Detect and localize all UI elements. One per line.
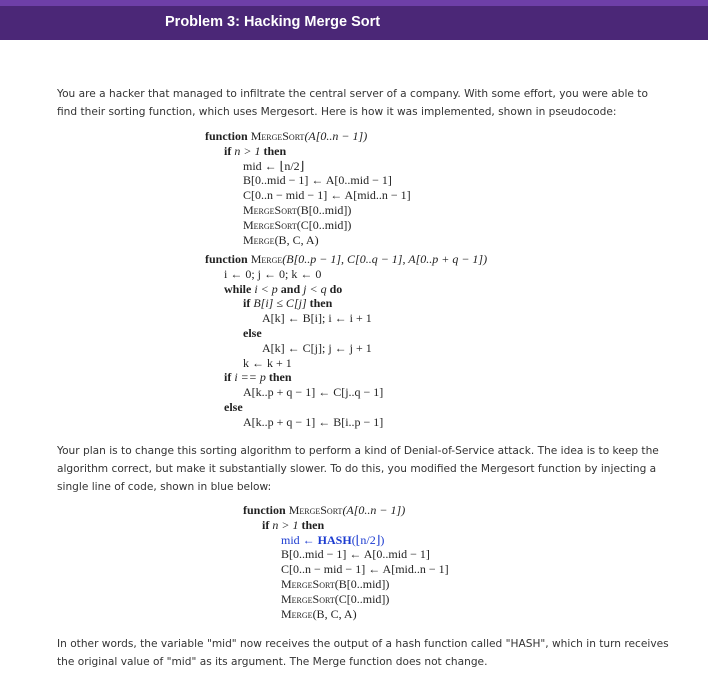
call-name: MergeSort [243,217,297,232]
modified-mergesort-pseudocode [243,503,449,621]
if-line [205,296,487,311]
plan-line: single line of code, shown in blue below: [57,481,272,493]
function-name: MergeSort [288,503,343,517]
call-args: (C[0..mid]) [296,217,352,232]
do-keyword: do [329,281,343,296]
function-args: (A[0..n − 1]) [342,503,406,517]
else-keyword: else [243,325,262,340]
code-line: i ← 0; j ← 0; k ← 0 [224,266,322,281]
code-line: mid ← ⌊n/2⌋ [243,158,305,173]
while-keyword: while [224,281,252,296]
code-line: A[k..p + q − 1] ← B[i..p − 1] [243,414,384,429]
code-line: A[k] ← C[j]; j ← j + 1 [262,340,372,355]
plan-line: Your plan is to change this sorting algorithm to perform a kind of Denial-of-Service attack. The idea is to keep the [57,445,659,457]
plan-line: algorithm correct, but make it substantially slower. To do this, you modified the Mergesort function by injecting a [57,463,657,475]
else-line [205,400,487,415]
function-args: (B[0..p − 1], C[0..q − 1], A[0..p + q − 1]) [282,252,488,266]
function-keyword: function [205,252,248,266]
intro-line: You are a hacker that managed to infiltrate the central server of a company. With some effort, you were able to [57,88,648,100]
call-args: (B, C, A) [312,606,357,621]
if-keyword: if [262,517,270,532]
while-line [205,282,487,297]
function-keyword: function [243,503,286,517]
intro-line: find their sorting function, which uses Mergesort. Here is how it was implemented, shown in pseudocode: [57,106,617,118]
call-line [243,577,449,592]
if-keyword: if [224,143,232,158]
function-keyword: function [205,129,248,143]
if-condition: B[i] ≤ C[j] [253,296,307,311]
if-line [243,518,449,533]
if-condition: n > 1 [272,517,299,532]
injected-hash-line [243,533,449,548]
then-keyword: then [268,370,292,385]
hash-function-name: HASH [317,532,352,547]
mergesort-pseudocode [205,129,411,247]
if-line [205,144,411,159]
else-keyword: else [224,399,243,414]
plan-paragraph [57,442,657,496]
if-line [205,370,487,385]
call-name: Merge [281,606,313,621]
if-keyword: if [243,296,251,311]
call-args: (B, C, A) [274,232,319,247]
call-args: (C[0..mid]) [334,591,390,606]
page-header [0,6,708,40]
code-line: C[0..n − mid − 1] ← A[mid..n − 1] [281,562,449,577]
mergesort-signature [243,503,449,518]
call-name: MergeSort [281,576,335,591]
code-line: k ← k + 1 [243,355,292,370]
call-args: (B[0..mid]) [296,202,352,217]
function-name: MergeSort [250,129,305,143]
while-condition: j < q [303,281,327,296]
mergesort-signature [205,129,411,144]
call-name: Merge [243,232,275,247]
call-name: MergeSort [281,591,335,606]
code-line: C[0..n − mid − 1] ← A[mid..n − 1] [243,188,411,203]
and-keyword: and [280,281,301,296]
code-line: B[0..mid − 1] ← A[0..mid − 1] [243,173,392,188]
then-keyword: then [309,296,333,311]
code-line: A[k..p + q − 1] ← C[j..q − 1] [243,385,384,400]
while-condition: i < p [254,281,278,296]
outro-line: In other words, the variable "mid" now receives the output of a hash function called "HASH", which in turn receives [57,638,669,650]
else-line [205,326,487,341]
code-line: A[k] ← B[i]; i ← i + 1 [262,311,372,326]
hash-args: (⌊n/2⌋) [351,532,385,547]
call-line [243,592,449,607]
merge-pseudocode [205,252,487,430]
call-line [205,218,411,233]
if-condition: i == p [234,370,266,385]
outro-paragraph [57,635,669,671]
if-condition: n > 1 [234,143,261,158]
call-name: MergeSort [243,202,297,217]
intro-paragraph [57,85,657,121]
then-keyword: then [263,143,287,158]
function-args: (A[0..n − 1]) [304,129,368,143]
page-title: Problem 3: Hacking Merge Sort [165,14,381,30]
if-keyword: if [224,370,232,385]
call-line [205,233,411,248]
injected-assignment: mid ← [281,532,315,547]
function-name: Merge [250,252,283,266]
merge-signature [205,252,487,267]
call-line [205,203,411,218]
call-args: (B[0..mid]) [334,576,390,591]
code-line: B[0..mid − 1] ← A[0..mid − 1] [281,547,430,562]
then-keyword: then [301,517,325,532]
outro-line: the original value of "mid" as its argument. The Merge function does not change. [57,656,488,668]
call-line [243,607,449,622]
